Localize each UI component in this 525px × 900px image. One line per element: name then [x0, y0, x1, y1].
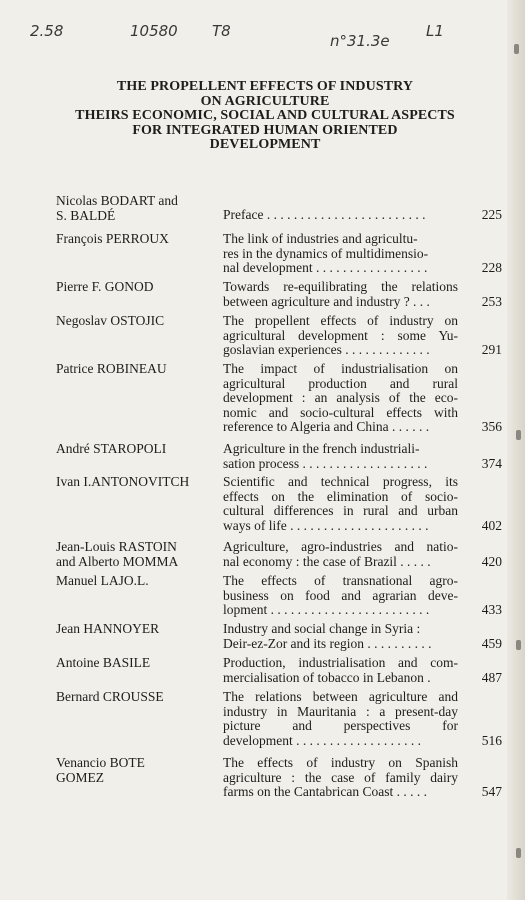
- title-line: Deir-ez-Zor and its region . . . . . . . . . .: [223, 636, 432, 651]
- binding-mark: [516, 848, 521, 858]
- page-number: 253: [481, 293, 502, 309]
- toc-title: [223, 442, 458, 471]
- title-line: Agriculture, agro-industries and natio-: [223, 540, 458, 554]
- title-line: reference to Algeria and China . . . . . .: [223, 420, 430, 434]
- toc-title: [223, 622, 458, 651]
- toc-author: [56, 540, 222, 569]
- author-line: S. BALDÉ: [56, 207, 116, 223]
- title-line: goslavian experiences . . . . . . . . . . . . .: [223, 343, 430, 357]
- toc-title: [223, 574, 458, 618]
- author-line: Venancio BOTE: [56, 755, 145, 770]
- title-line: business on food and agrarian deve-: [223, 588, 458, 603]
- title-line: FOR INTEGRATED HUMAN ORIENTED: [132, 122, 398, 138]
- title-line: The link of industries and agricultu-: [223, 232, 418, 246]
- title-line: ON AGRICULTURE: [200, 93, 330, 109]
- page-number: 374: [481, 455, 502, 471]
- title-line: sation process . . . . . . . . . . . . . . . . . . .: [223, 456, 428, 471]
- toc-author: [56, 194, 222, 223]
- toc-title: [223, 314, 458, 358]
- toc-title: [223, 232, 458, 276]
- toc-title: [223, 656, 458, 685]
- toc-author: [56, 280, 222, 295]
- page-title: [40, 80, 490, 153]
- page-number: 225: [481, 207, 502, 222]
- title-line: industry in Mauritania : a present-day: [223, 704, 458, 719]
- title-line: The relations between agriculture and: [223, 690, 458, 704]
- page-edge-shadow: [507, 0, 525, 900]
- toc-title: [223, 690, 458, 748]
- page-number: 402: [481, 517, 502, 533]
- toc-title: [223, 362, 458, 435]
- title-line: Production, industrialisation and com-: [223, 656, 458, 670]
- toc-title: [223, 475, 458, 533]
- handwritten-mark: 10580: [130, 22, 178, 40]
- title-line: lopment . . . . . . . . . . . . . . . . . . . . . . . .: [223, 603, 430, 617]
- binding-mark: [516, 640, 521, 650]
- page-number: 459: [481, 635, 502, 651]
- page-number: 433: [481, 602, 502, 617]
- title-line: Agriculture in the french industriali-: [223, 442, 420, 456]
- binding-mark: [514, 44, 519, 54]
- title-line: farms on the Cantabrican Coast . . . . .: [223, 785, 427, 799]
- title-line: THE PROPELLENT EFFECTS OF INDUSTRY: [116, 79, 414, 94]
- title-line: mercialisation of tobacco in Lebanon .: [223, 670, 431, 685]
- toc-title: [223, 208, 458, 223]
- toc-author: [56, 756, 222, 785]
- page-number: 356: [481, 419, 502, 434]
- title-line: Industry and social change in Syria :: [223, 622, 421, 636]
- title-line: effects on the elimination of socio-: [223, 489, 458, 504]
- title-line: agriculture : the case of family dairy: [223, 770, 458, 785]
- toc-author: [56, 442, 222, 457]
- author-line: Jean-Louis RASTOIN: [56, 539, 177, 554]
- title-line: Preface . . . . . . . . . . . . . . . . . . . . . . . .: [223, 208, 426, 222]
- page-number: 487: [481, 669, 502, 685]
- author-line: Antoine BASILE: [56, 655, 151, 670]
- title-line: nal economy : the case of Brazil . . . . .: [223, 554, 431, 569]
- toc-title: [223, 280, 458, 309]
- binding-mark: [516, 430, 521, 440]
- author-line: GOMEZ: [56, 769, 104, 785]
- title-line: Scientific and technical progress, its: [223, 475, 458, 489]
- title-line: The effects of transnational agro-: [223, 574, 458, 588]
- toc-author: [56, 574, 222, 589]
- author-line: François PERROUX: [56, 231, 169, 246]
- author-line: and Alberto MOMMA: [56, 553, 179, 569]
- title-line: The impact of industrialisation on: [223, 362, 458, 376]
- author-line: Negoslav OSTOJIC: [56, 313, 165, 328]
- title-line: res in the dynamics of multidimensio-: [223, 246, 429, 261]
- title-line: cultural differences in rural and urban: [223, 504, 458, 518]
- title-line: picture and perspectives for: [223, 719, 458, 733]
- toc-author: [56, 314, 222, 329]
- title-line: nomic and socio-cultural effects with: [223, 405, 458, 420]
- handwritten-mark: L1: [426, 22, 444, 40]
- author-line: Manuel LAJO.L.: [56, 573, 149, 588]
- toc-author: [56, 232, 222, 247]
- toc-author: [56, 362, 222, 377]
- toc-author: [56, 690, 222, 705]
- author-line: Ivan I.ANTONOVITCH: [56, 474, 190, 489]
- page-number: 291: [481, 342, 502, 357]
- toc-title: [223, 540, 458, 569]
- title-line: Towards re-equilibrating the relations: [223, 280, 458, 294]
- title-line: The effects of industry on Spanish: [223, 756, 458, 770]
- title-line: agricultural development : some Yu-: [223, 328, 458, 343]
- title-line: ways of life . . . . . . . . . . . . . . . . . . . . .: [223, 518, 429, 533]
- handwritten-mark: 2.58: [30, 22, 64, 40]
- author-line: Nicolas BODART and: [56, 193, 178, 208]
- handwritten-mark: n°31.3e: [330, 32, 390, 50]
- author-line: Jean HANNOYER: [56, 621, 160, 636]
- title-line: The propellent effects of industry on: [223, 314, 458, 328]
- title-line: agricultural production and rural: [223, 376, 458, 391]
- title-line: between agriculture and industry ? . . .: [223, 294, 430, 309]
- title-line: development : an analysis of the eco-: [223, 391, 458, 405]
- title-line: nal development . . . . . . . . . . . . . . . . .: [223, 261, 428, 275]
- page-number: 420: [481, 553, 502, 569]
- page-number: 228: [481, 260, 502, 275]
- handwritten-mark: T8: [212, 22, 231, 40]
- author-line: Pierre F. GONOD: [56, 279, 154, 294]
- toc-author: [56, 622, 222, 637]
- page-number: 547: [481, 784, 502, 799]
- author-line: Bernard CROUSSE: [56, 689, 164, 704]
- toc-author: [56, 475, 222, 490]
- toc-author: [56, 656, 222, 671]
- page-number: 516: [481, 732, 502, 748]
- toc-title: [223, 756, 458, 800]
- title-line: THEIRS ECONOMIC, SOCIAL AND CULTURAL ASPECTS: [75, 108, 455, 123]
- author-line: Patrice ROBINEAU: [56, 361, 167, 376]
- title-line: development . . . . . . . . . . . . . . . . . . .: [223, 733, 421, 748]
- title-line: DEVELOPMENT: [209, 137, 321, 152]
- author-line: André STAROPOLI: [56, 441, 167, 456]
